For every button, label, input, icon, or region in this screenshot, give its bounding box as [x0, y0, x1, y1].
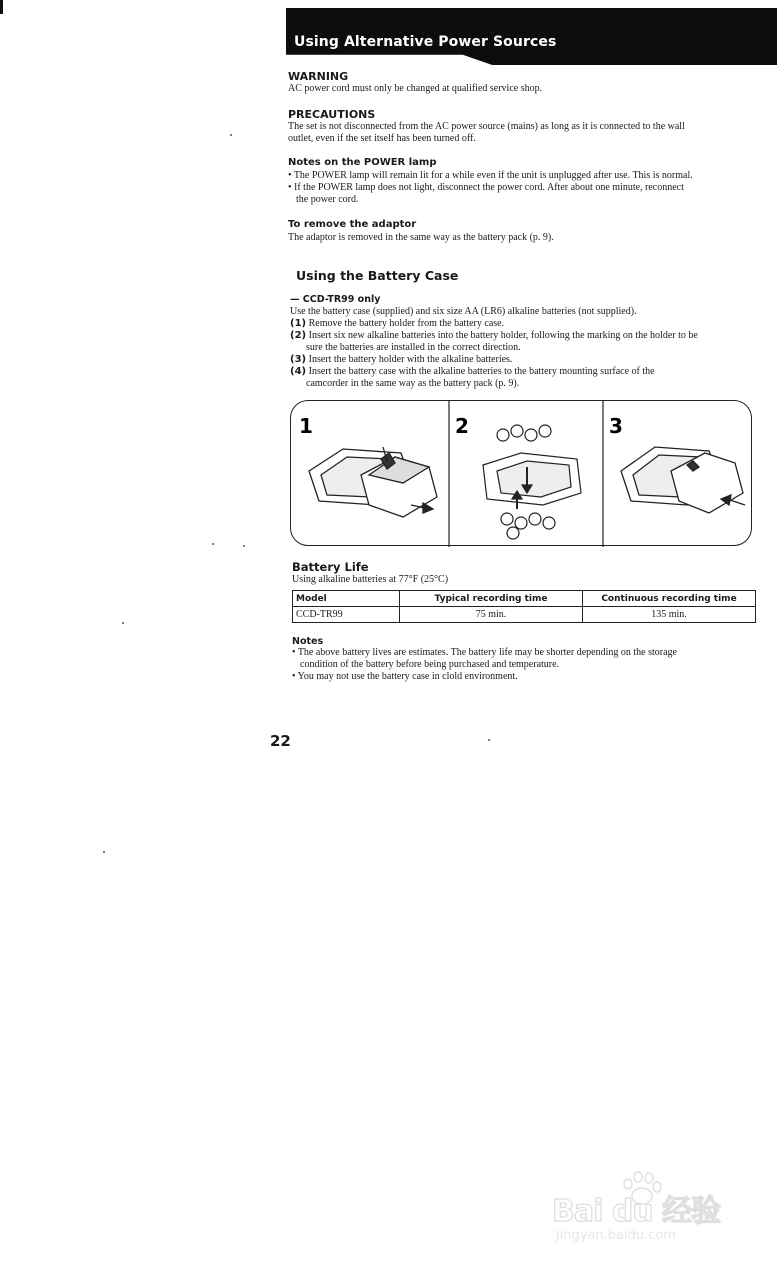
step-2-continued: sure the batteries are installed in the correct direction.: [306, 342, 521, 353]
panel-1-drawing: [309, 447, 437, 517]
cell-typical-time: 75 min.: [400, 607, 583, 623]
battery-case-intro: Use the battery case (supplied) and six size AA (LR6) alkaline batteries (not supplied).: [290, 306, 637, 317]
step-text: Insert the battery case with the alkaline batteries to the battery mounting surface of the: [308, 366, 655, 377]
page-edge-mark: [0, 0, 3, 14]
power-lamp-notes-heading: Notes on the POWER lamp: [288, 157, 437, 168]
panel-number-3: 3: [609, 414, 623, 438]
watermark-url: jingyan.baidu.com: [556, 1228, 676, 1243]
panel-3-drawing: [621, 447, 745, 513]
scan-speck: [230, 134, 232, 136]
notes-heading: Notes: [292, 636, 324, 647]
step-1: [290, 318, 504, 331]
illustration-drawing: [291, 401, 753, 547]
note-1-line-1: • The above battery lives are estimates. The battery life may be shorter depending on the storage: [292, 647, 677, 658]
panel-number-1: 1: [299, 414, 313, 438]
scan-speck: [103, 851, 105, 853]
battery-case-illustration: [290, 400, 752, 546]
warning-heading: WARNING: [288, 70, 349, 83]
scan-speck: [212, 543, 214, 545]
step-4-continued: camcorder in the same way as the battery pack (p. 9).: [306, 378, 520, 389]
step-number: (3): [290, 354, 307, 365]
precautions-line-2: outlet, even if the set itself has been turned off.: [288, 133, 476, 144]
panel-number-2: 2: [455, 414, 469, 438]
step-number: (1): [290, 318, 307, 329]
step-text: Insert six new alkaline batteries into the battery holder, following the marking on the holder to be: [308, 330, 698, 341]
note-2: • You may not use the battery case in clold environment.: [292, 671, 518, 682]
precautions-heading: PRECAUTIONS: [288, 108, 376, 121]
battery-case-heading: Using the Battery Case: [296, 268, 459, 283]
precautions-line-1: The set is not disconnected from the AC power source (mains) as long as it is connected to the wall: [288, 121, 685, 132]
battery-life-condition: Using alkaline batteries at 77°F (25°C): [292, 574, 449, 585]
warning-text: AC power cord must only be changed at qualified service shop.: [288, 83, 543, 94]
table-row: [293, 607, 756, 623]
scan-speck: [122, 622, 124, 624]
power-lamp-note-2-line-2: the power cord.: [296, 194, 359, 205]
power-lamp-note-1: • The POWER lamp will remain lit for a while even if the unit is unplugged after use. This is normal.: [288, 170, 693, 181]
battery-life-heading: Battery Life: [292, 560, 369, 574]
power-lamp-note-2-line-1: • If the POWER lamp does not light, disconnect the power cord. After about one minute, reconnect: [288, 182, 684, 193]
remove-adaptor-text: The adaptor is removed in the same way as the battery pack (p. 9).: [288, 232, 554, 243]
column-header-model: Model: [293, 591, 400, 607]
scan-speck: [243, 545, 245, 547]
table-header-row: [293, 591, 756, 607]
battery-life-table: [292, 590, 756, 623]
scan-speck: [488, 739, 490, 741]
step-text: Insert the battery holder with the alkaline batteries.: [308, 354, 513, 365]
cell-model: CCD-TR99: [293, 607, 400, 623]
step-2: [290, 330, 698, 343]
step-number: (4): [290, 366, 307, 377]
watermark-logo-text: Bai du 经验: [552, 1194, 721, 1229]
page-title: Using Alternative Power Sources: [294, 34, 557, 50]
note-1-line-2: condition of the battery before being purchased and temperature.: [300, 659, 560, 670]
baidu-jingyan-watermark: [552, 1168, 732, 1248]
step-4: [290, 366, 655, 379]
cell-continuous-time: 135 min.: [583, 607, 756, 623]
column-header-typical: Typical recording time: [400, 591, 583, 607]
step-number: (2): [290, 330, 307, 341]
column-header-continuous: Continuous recording time: [583, 591, 756, 607]
panel-2-drawing: [483, 425, 581, 539]
step-3: [290, 354, 512, 367]
step-text: Remove the battery holder from the battery case.: [308, 318, 505, 329]
remove-adaptor-heading: To remove the adaptor: [288, 219, 417, 230]
model-note: — CCD-TR99 only: [290, 294, 381, 305]
page-number: 22: [270, 732, 291, 750]
